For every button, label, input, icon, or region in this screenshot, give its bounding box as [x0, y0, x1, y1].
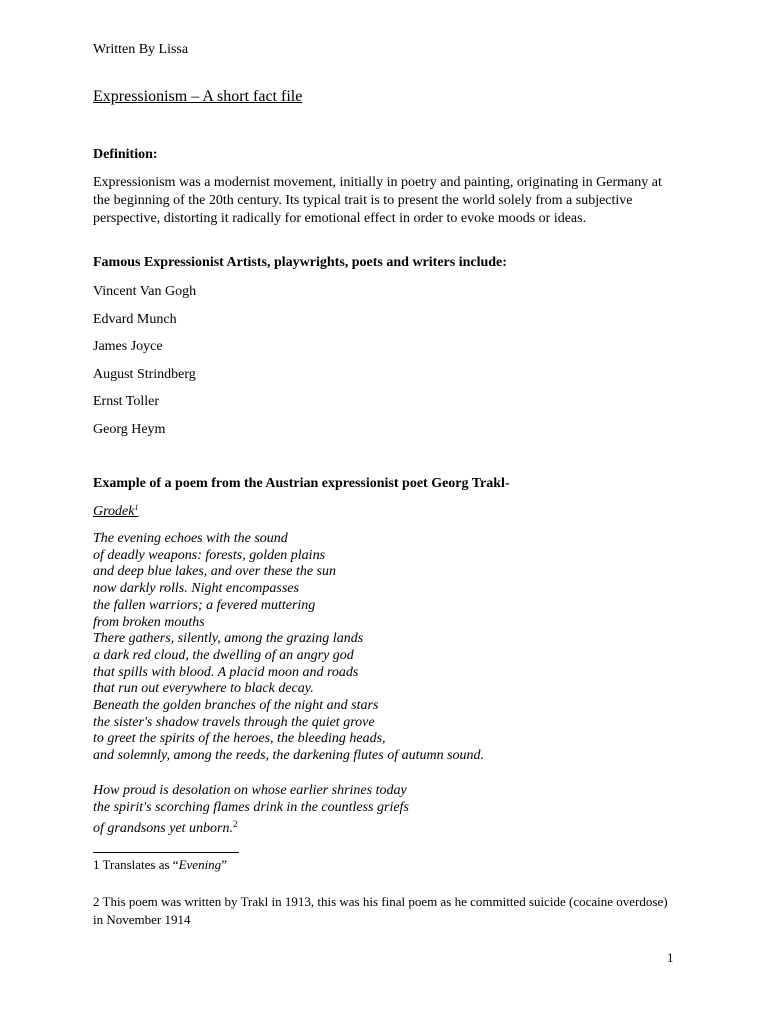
- poem-stanza-2: [93, 783, 409, 838]
- author-line: Written By Lissa: [93, 42, 189, 57]
- footnote-separator: [93, 852, 239, 853]
- poem-title-text: Grodek: [93, 504, 135, 519]
- poem-line: a dark red cloud, the dwelling of an angry god: [93, 647, 354, 663]
- poem-line-text: of grandsons yet unborn.: [93, 821, 233, 837]
- poem-line: the fallen warriors; a fevered muttering: [93, 597, 316, 613]
- list-item: Vincent Van Gogh: [93, 284, 197, 299]
- poem-line: that spills with blood. A placid moon and roads: [93, 664, 359, 680]
- poem-line: the sister's shadow travels through the quiet grove: [93, 714, 375, 730]
- poem-line: that run out everywhere to black decay.: [93, 681, 314, 697]
- poem-line: from broken mouths: [93, 614, 205, 630]
- footnote-1-term: Evening: [178, 857, 222, 872]
- poem-line: the spirit's scorching flames drink in the countless griefs: [93, 799, 409, 815]
- artist-list: [93, 283, 196, 449]
- list-item: James Joyce: [93, 339, 163, 355]
- list-item: Edvard Munch: [93, 311, 177, 327]
- poem-line: now darkly rolls. Night encompasses: [93, 581, 299, 597]
- footnote-ref-1[interactable]: 1: [134, 503, 139, 512]
- poem-stanza-1: [93, 531, 484, 765]
- list-item: Georg Heym: [93, 421, 166, 437]
- footnote-1: [93, 857, 227, 873]
- poem-line: How proud is desolation on whose earlier shrines today: [93, 783, 407, 798]
- artists-heading: Famous Expressionist Artists, playwrights, poets and writers include:: [93, 255, 507, 270]
- document-title: Expressionism – A short fact file: [93, 88, 303, 105]
- poem-line: of deadly weapons: forests, golden plains: [93, 547, 326, 563]
- footnote-1-suffix: ”: [221, 857, 227, 872]
- list-item: August Strindberg: [93, 366, 196, 382]
- page-number: 1: [667, 950, 674, 965]
- poem-heading: Example of a poem from the Austrian expressionist poet Georg Trakl-: [93, 476, 510, 491]
- poem-title: [93, 503, 138, 520]
- definition-heading: Definition:: [93, 147, 158, 162]
- footnote-1-prefix: 1 Translates as “: [93, 857, 179, 872]
- footnote-2: 2 This poem was written by Trakl in 1913, this was his final poem as he committed suicide (cocaine overdose) in November 1914: [93, 894, 668, 927]
- poem-line: and deep blue lakes, and over these the sun: [93, 564, 336, 580]
- footnote-ref-2[interactable]: 2: [233, 819, 238, 830]
- poem-line: [93, 816, 409, 838]
- poem-line: The evening echoes with the sound: [93, 531, 288, 546]
- definition-paragraph: Expressionism was a modernist movement, initially in poetry and painting, originating in Germany at the beginning of the 20th century. Its typical trait is to present the world solely from a subjective perspective, distorting it radically for emotional effect in order to evoke moods or ideas.: [93, 175, 662, 226]
- poem-line: to greet the spirits of the heroes, the bleeding heads,: [93, 731, 386, 747]
- poem-line: and solemnly, among the reeds, the darkening flutes of autumn sound.: [93, 748, 485, 764]
- poem-line: There gathers, silently, among the grazing lands: [93, 631, 364, 647]
- poem-line: Beneath the golden branches of the night and stars: [93, 698, 379, 714]
- list-item: Ernst Toller: [93, 394, 160, 410]
